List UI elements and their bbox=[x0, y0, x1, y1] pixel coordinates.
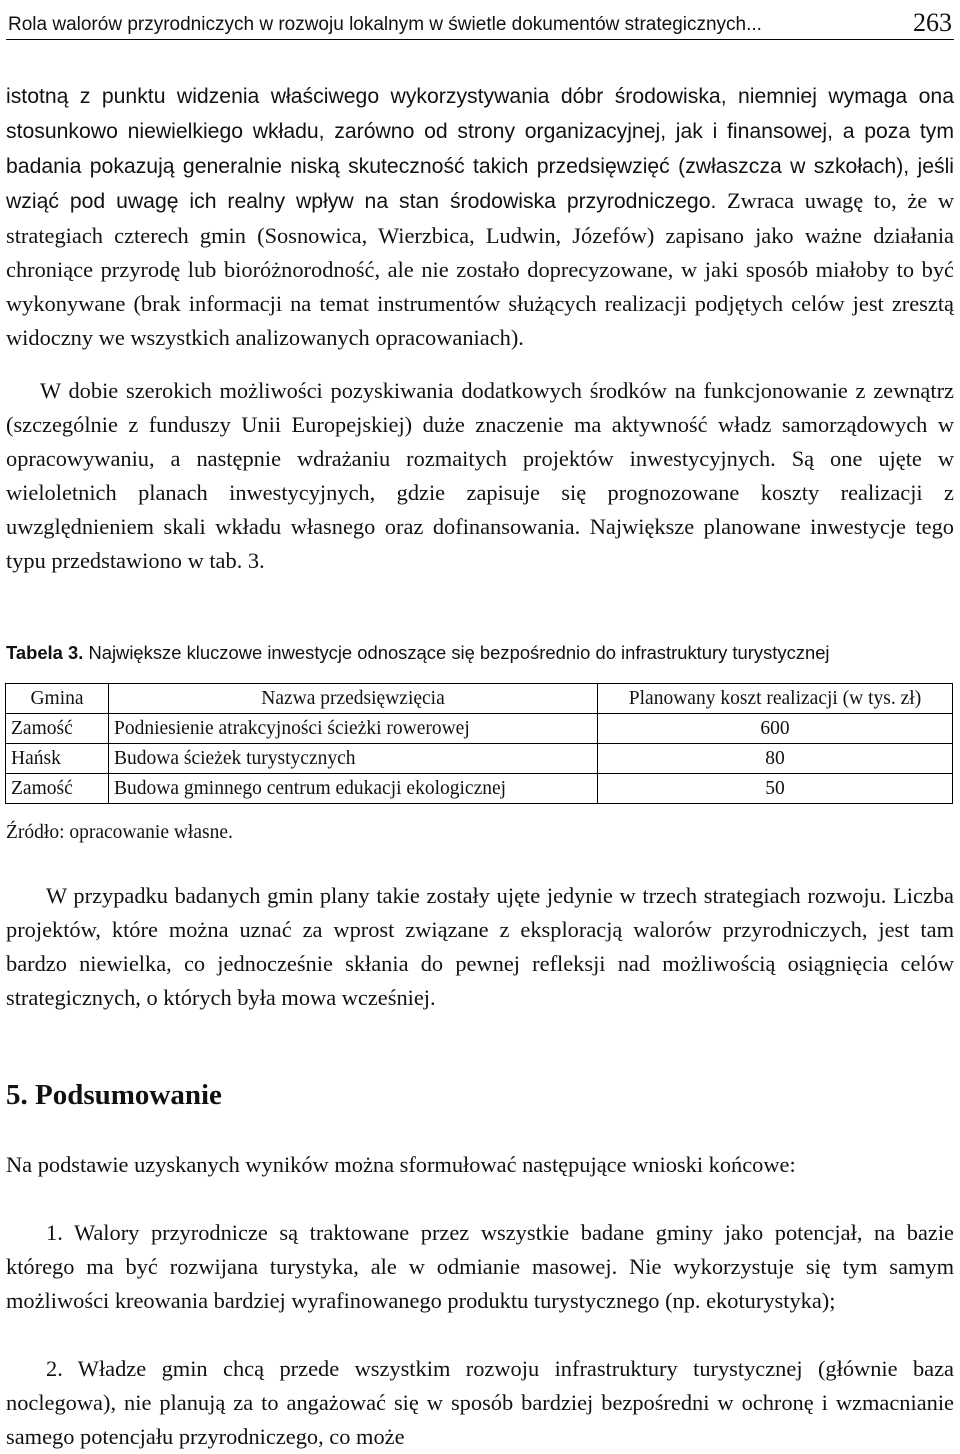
table-cell: Hańsk bbox=[6, 744, 109, 774]
table-row bbox=[6, 774, 953, 804]
table-header-cell: Nazwa przedsięwzięcia bbox=[109, 684, 598, 714]
table-cell: Budowa ścieżek turystycznych bbox=[109, 744, 598, 774]
table-cell: 50 bbox=[598, 774, 953, 804]
section-heading: 5. Podsumowanie bbox=[6, 1079, 222, 1111]
page-header bbox=[6, 0, 954, 40]
table-caption-label: Tabela 3. bbox=[6, 642, 84, 663]
table-cell: Budowa gminnego centrum edukacji ekologicznej bbox=[109, 774, 598, 804]
conclusion-item-2: 2. Władze gmin chcą przede wszystkim rozwoju infrastruktury turystycznej (głównie baza noclegowa), nie planują za to angażować się w sposób bardziej bezpośredni w ochronę i wzmacnianie samego potencjału przyrodniczego, co może bbox=[6, 1356, 954, 1449]
paragraph-1 bbox=[6, 79, 954, 355]
table-row bbox=[6, 744, 953, 774]
table-header-row bbox=[6, 684, 953, 714]
investments-table bbox=[5, 683, 953, 804]
conclusion-item-1: 1. Walory przyrodnicze są traktowane przez wszystkie badane gminy jako potencjał, na bazie którego ma być rozwijana turystyka, ale w odmianie masowej. Nie wykorzystuje się tym samym możliwości kreowania bardziej wyrafinowanego produktu turystycznego (np. ekoturystyka); bbox=[6, 1220, 954, 1313]
table-cell: Zamość bbox=[6, 714, 109, 744]
table-caption bbox=[6, 641, 954, 665]
table-row bbox=[6, 714, 953, 744]
paragraph-1-serif-part: Zwraca uwagę to, że w strategiach czterech gmin (Sosnowica, Wierzbica, Ludwin, Józefów) zapisano jako ważne działania chroniące przyrodę lub bioróżnorodność, ale nie zostało doprecyzowane, w jaki sposób miałoby to być wykonywane (brak informacji na temat instrumentów służących realizacji podjętych celów jest zresztą widoczny we wszystkich analizowanych opracowaniach). bbox=[6, 188, 954, 350]
table-cell: Zamość bbox=[6, 774, 109, 804]
page-number: 263 bbox=[913, 8, 952, 37]
table-caption-text: Największe kluczowe inwestycje odnoszące się bezpośrednio do infrastruktury turystycznej bbox=[83, 642, 830, 663]
table-header-cell: Gmina bbox=[6, 684, 109, 714]
table-source-note: Źródło: opracowanie własne. bbox=[6, 822, 233, 843]
table-header-cell: Planowany koszt realizacji (w tys. zł) bbox=[598, 684, 953, 714]
paragraph-1-sans-part: istotną z punktu widzenia właściwego wykorzystywania dóbr środowiska, niemniej wymaga ona stosunkowo niewielkiego wkładu, zarówno od strony organizacyjnej, jak i finansowej, a poza tym badania pokazują generalnie niską skuteczność takich przedsięwzięć (zwłaszcza w szkołach), jeśli wziąć pod uwagę ich realny wpływ na stan środowiska przyrodniczego. bbox=[6, 85, 954, 213]
table-cell: 80 bbox=[598, 744, 953, 774]
table-cell: Podniesienie atrakcyjności ścieżki rowerowej bbox=[109, 714, 598, 744]
paragraph-4: Na podstawie uzyskanych wyników można sformułować następujące wnioski końcowe: bbox=[6, 1152, 796, 1177]
paragraph-2: W dobie szerokich możliwości pozyskiwania dodatkowych środków na funkcjonowanie z zewnątrz (szczególnie z funduszy Unii Europejskiej) duże znaczenie ma aktywność władz samorządowych w opracowywaniu, a następnie wdrażaniu rozmaitych projektów inwestycyjnych. Są one ujęte w wieloletnich planach inwestycyjnych, gdzie zapisuje się prognozowane koszty realizacji z uwzględnieniem skali wkładu własnego oraz dofinansowania. Największe planowane inwestycje tego typu przedstawiono w tab. 3. bbox=[6, 378, 954, 573]
running-title: Rola walorów przyrodniczych w rozwoju lokalnym w świetle dokumentów strategicznych... bbox=[8, 14, 762, 35]
table-cell: 600 bbox=[598, 714, 953, 744]
paragraph-3: W przypadku badanych gmin plany takie zostały ujęte jedynie w trzech strategiach rozwoju. Liczba projektów, które można uznać za wprost związane z eksploracją walorów przyrodniczych, jest tam bardzo niewielka, co jednocześnie skłania do pewnej refleksji nad możliwością osiągnięcia celów strategicznych, o których była mowa wcześniej. bbox=[6, 883, 954, 1010]
